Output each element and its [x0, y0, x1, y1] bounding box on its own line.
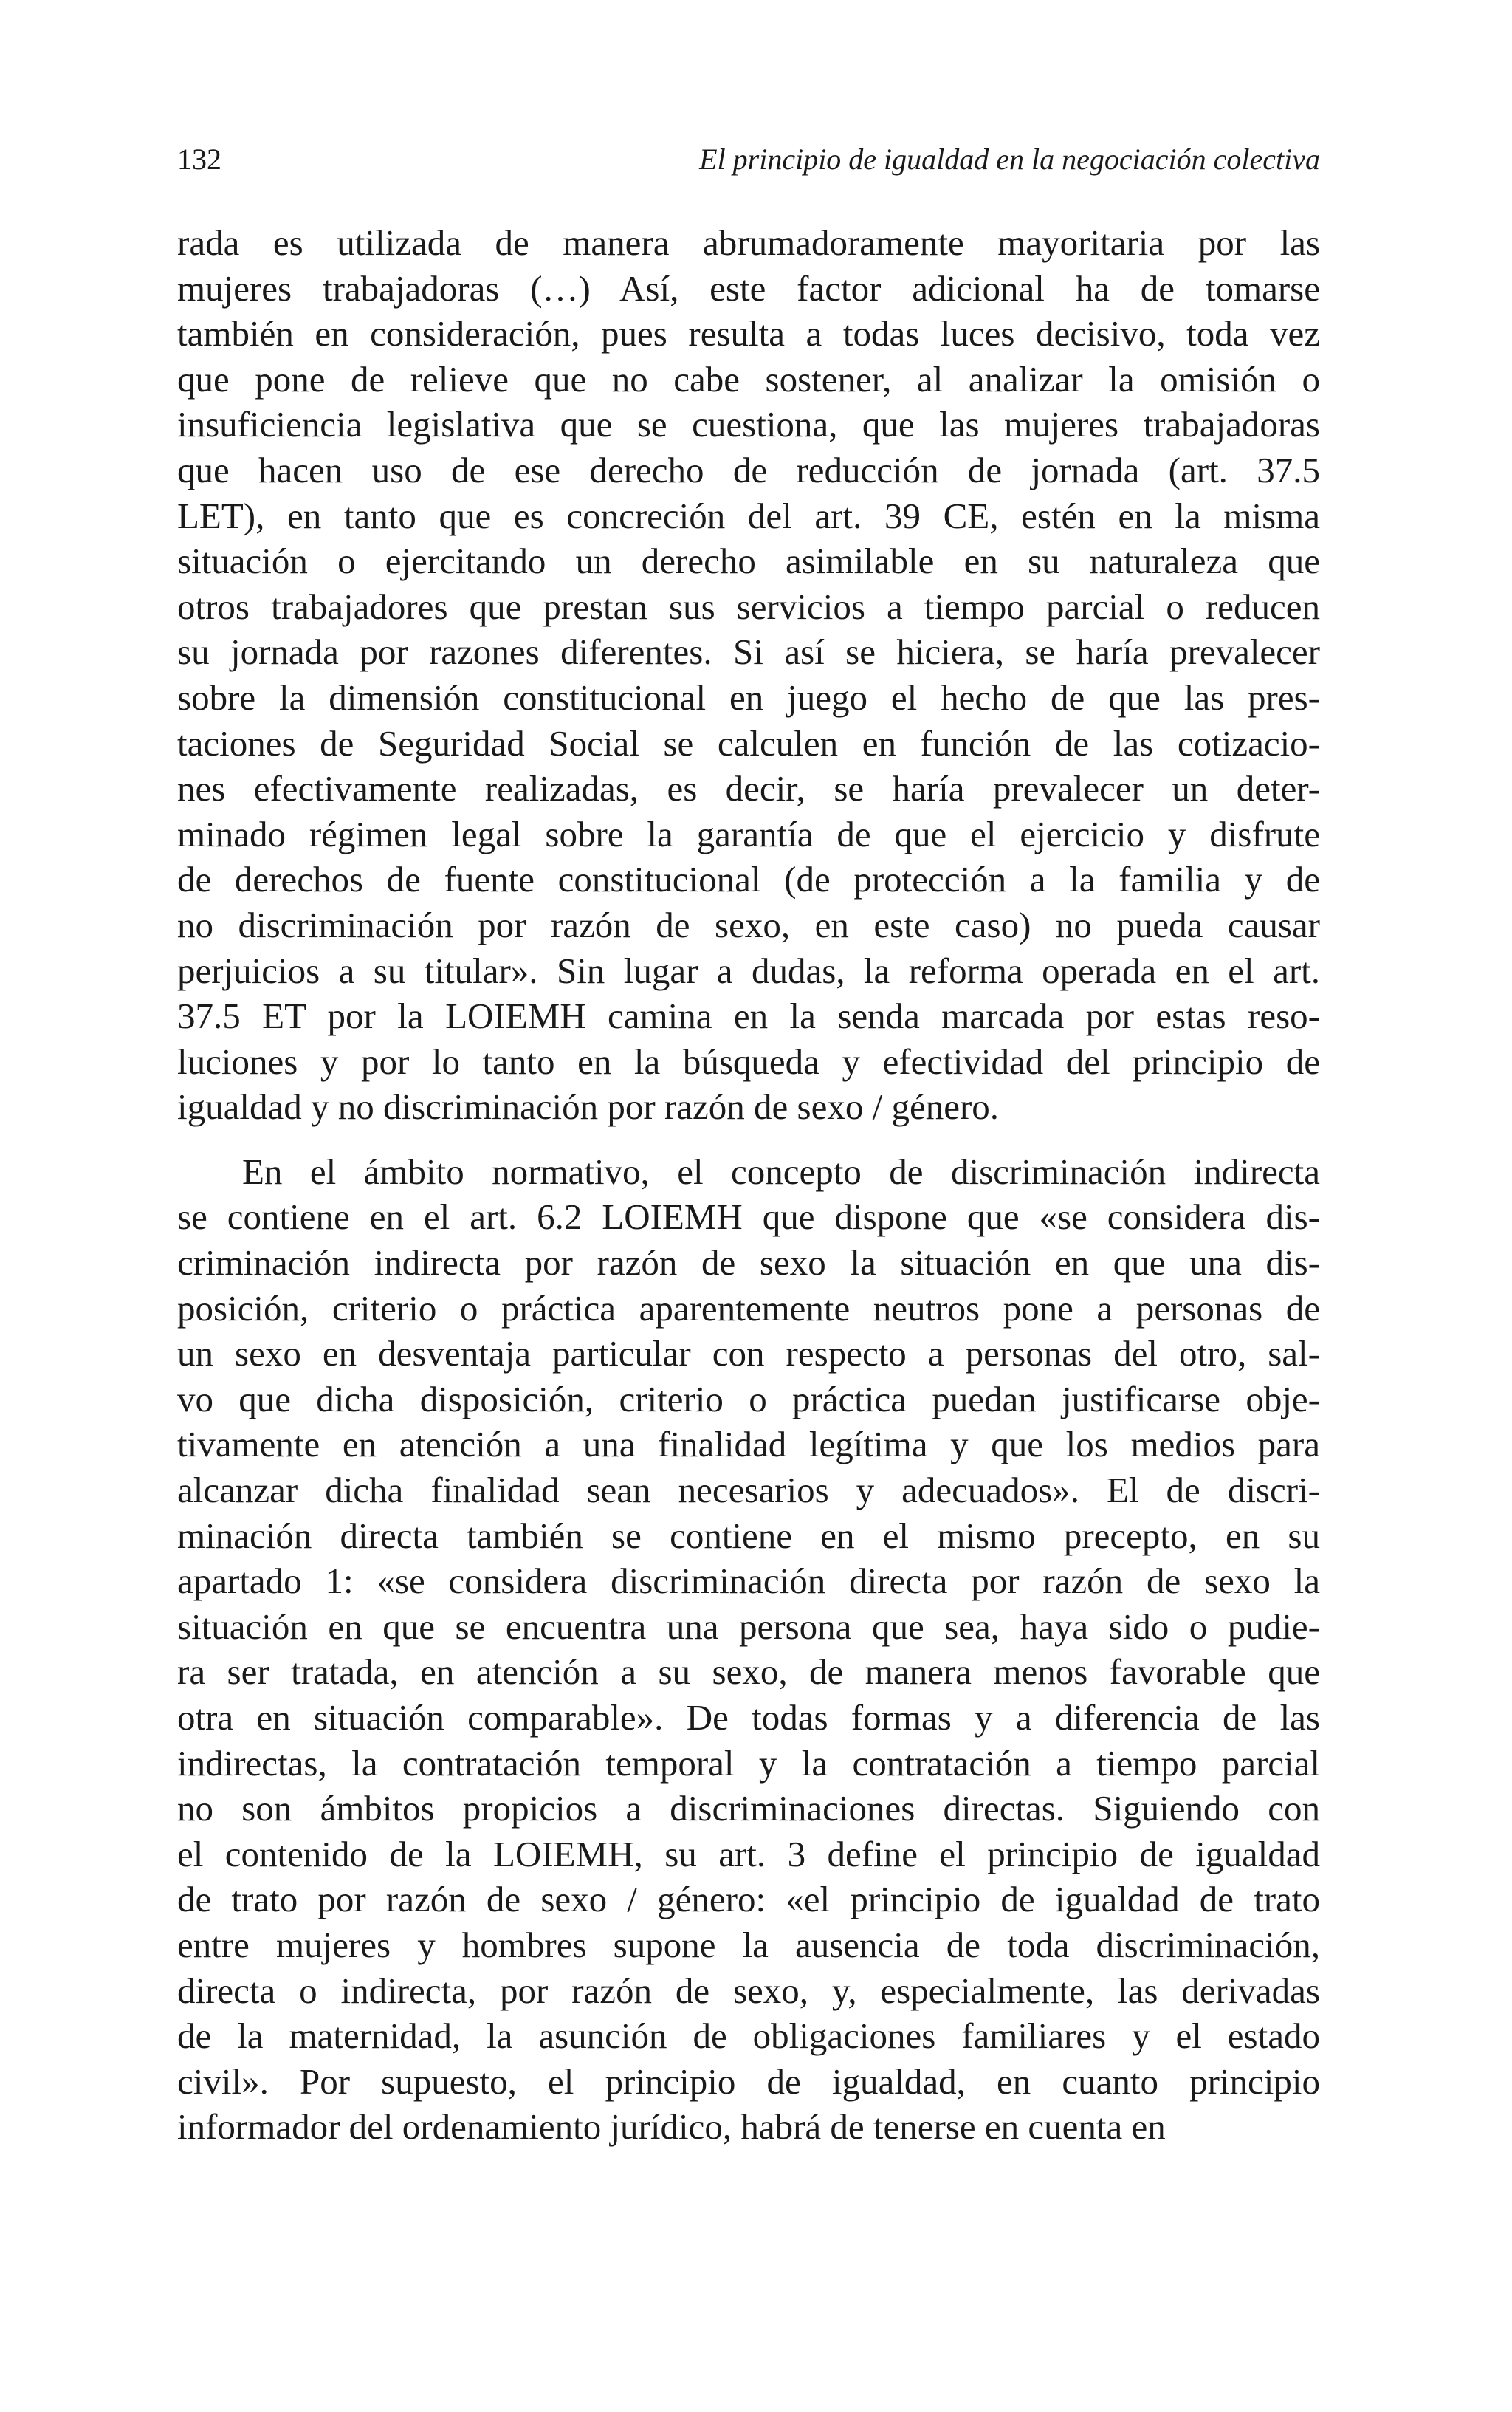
text-line: entre mujeres y hombres supone la ausencia de toda discriminación,	[177, 1924, 1320, 1965]
text-line: el contenido de la LOIEMH, su art. 3 define el principio de igualdad	[177, 1833, 1320, 1874]
text-line: luciones y por lo tanto en la búsqueda y efectividad del principio de	[177, 1041, 1320, 1082]
running-header	[177, 137, 1320, 182]
text-line: minación directa también se contiene en el mismo precepto, en su	[177, 1515, 1320, 1556]
text-line: de derechos de fuente constitucional (de protección a la familia y de	[177, 859, 1320, 900]
text-line: posición, criterio o práctica aparentemente neutros pone a personas de	[177, 1287, 1320, 1329]
text-line: tivamente en atención a una finalidad legítima y que los medios para	[177, 1424, 1320, 1465]
text-line: alcanzar dicha finalidad sean necesarios y adecuados». El de discri-	[177, 1470, 1320, 1511]
text-line: En el ámbito normativo, el concepto de discriminación indirecta	[242, 1151, 1320, 1192]
text-line: nes efectivamente realizadas, es decir, se haría prevalecer un deter-	[177, 768, 1320, 809]
text-line: otros trabajadores que prestan sus servicios a tiempo parcial o reducen	[177, 586, 1320, 627]
text-line: perjuicios a su titular». Sin lugar a dudas, la reforma operada en el art.	[177, 950, 1320, 991]
paragraph	[177, 220, 1320, 1130]
text-line: LET), en tanto que es concreción del art. 39 CE, estén en la misma	[177, 495, 1320, 536]
text-line: taciones de Seguridad Social se calculen en función de las cotizacio-	[177, 722, 1320, 764]
text-line: civil». Por supuesto, el principio de igualdad, en cuanto principio	[177, 2060, 1320, 2102]
text-line: un sexo en desventaja particular con respecto a personas del otro, sal-	[177, 1333, 1320, 1374]
text-line: situación en que se encuentra una persona que sea, haya sido o pudie-	[177, 1606, 1320, 1647]
page-number: 132	[177, 143, 221, 176]
text-line: indirectas, la contratación temporal y la contratación a tiempo parcial	[177, 1742, 1320, 1784]
text-line: también en consideración, pues resulta a todas luces decisivo, toda vez	[177, 313, 1320, 354]
text-line: no discriminación por razón de sexo, en este caso) no pueda causar	[177, 904, 1320, 945]
text-line: situación o ejercitando un derecho asimilable en su naturaleza que	[177, 541, 1320, 582]
text-line: minado régimen legal sobre la garantía de que el ejercicio y disfrute	[177, 813, 1320, 854]
text-line: insuficiencia legislativa que se cuestiona, que las mujeres trabajadoras	[177, 404, 1320, 445]
text-line: de la maternidad, la asunción de obligaciones familiares y el estado	[177, 2015, 1320, 2057]
text-line: apartado 1: «se considera discriminación directa por razón de sexo la	[177, 1560, 1320, 1602]
text-line: que pone de relieve que no cabe sostener, al analizar la omisión o	[177, 358, 1320, 400]
text-line: que hacen uso de ese derecho de reducción de jornada (art. 37.5	[177, 449, 1320, 490]
text-line: sobre la dimensión constitucional en juego el hecho de que las pres-	[177, 676, 1320, 718]
text-line: vo que dicha disposición, criterio o práctica puedan justificarse obje-	[177, 1378, 1320, 1419]
text-line: directa o indirecta, por razón de sexo, y, especialmente, las derivadas	[177, 1970, 1320, 2011]
text-line: criminación indirecta por razón de sexo la situación en que una dis-	[177, 1242, 1320, 1284]
text-line: rada es utilizada de manera abrumadoramente mayoritaria por las	[177, 222, 1320, 263]
text-line: se contiene en el art. 6.2 LOIEMH que dispone que «se considera dis-	[177, 1196, 1320, 1238]
text-line: informador del ordenamiento jurídico, habrá de tenerse en cuenta en	[177, 2106, 1166, 2148]
body-text	[177, 220, 1320, 2150]
text-line: ra ser tratada, en atención a su sexo, de manera menos favorable que	[177, 1651, 1320, 1693]
text-line: 37.5 ET por la LOIEMH camina en la senda marcada por estas reso-	[177, 996, 1320, 1037]
text-line: no son ámbitos propicios a discriminaciones directas. Siguiendo con	[177, 1788, 1320, 1829]
text-line: de trato por razón de sexo / género: «el principio de igualdad de trato	[177, 1879, 1320, 1920]
paragraph	[177, 1149, 1320, 2150]
running-title: El principio de igualdad en la negociación colectiva	[699, 143, 1320, 176]
text-line: otra en situación comparable». De todas formas y a diferencia de las	[177, 1697, 1320, 1738]
text-line: su jornada por razones diferentes. Si así se hiciera, se haría prevalecer	[177, 631, 1320, 673]
text-line: igualdad y no discriminación por razón de sexo / género.	[177, 1086, 1000, 1128]
text-line: mujeres trabajadoras (…) Así, este factor adicional ha de tomarse	[177, 267, 1320, 309]
